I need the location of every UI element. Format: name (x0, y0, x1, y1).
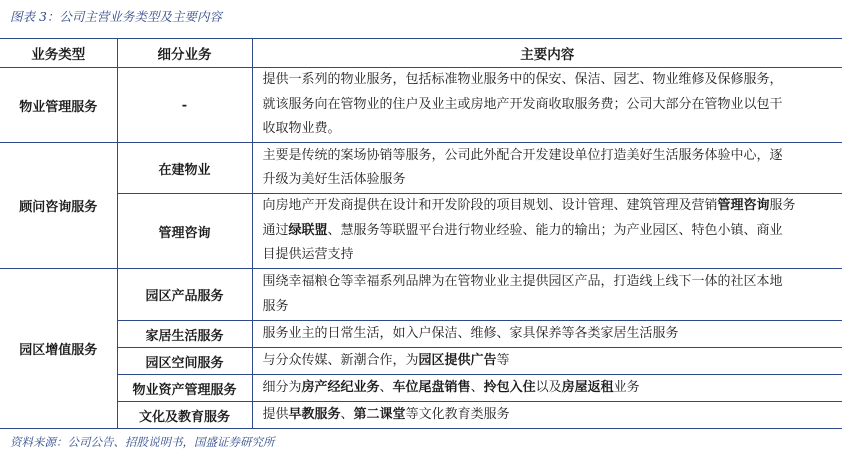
text-run: 提供 (262, 406, 289, 422)
sub-cell: 园区空间服务 (117, 348, 252, 375)
content-line (263, 68, 842, 93)
content-line (263, 403, 842, 428)
text-run: 服务 (769, 198, 796, 214)
header-sub-business: 细分业务 (117, 39, 252, 68)
sub-cell: 家居生活服务 (117, 321, 252, 348)
bold-text: 车位尾盘销售 (392, 379, 471, 395)
bold-text: 管理咨询 (717, 198, 770, 214)
bold-text: 早教服务 (288, 406, 341, 422)
content-line (263, 349, 842, 374)
content-line (263, 243, 842, 268)
sub-cell: 物业资产管理服务 (117, 375, 252, 402)
table-row (0, 269, 842, 321)
text-run: 、 (379, 379, 393, 395)
type-cell: 顾问咨询服务 (0, 143, 117, 269)
content-line (263, 322, 842, 347)
text-run: 围绕幸福粮仓等幸福系列品牌为在管物业业主提供园区产品，打造线上线下一体的社区本地 (262, 274, 783, 289)
content-line (263, 93, 842, 118)
text-run: 提供一系列的物业服务，包括标准物业服务中的保安、保洁、园艺、物业维修及保修服务， (262, 72, 783, 88)
content-line (263, 295, 842, 320)
content-line (263, 270, 842, 295)
sub-cell: 管理咨询 (117, 194, 252, 269)
source-note: 资料来源：公司公告、招股说明书，国盛证券研究所 (10, 435, 275, 449)
bold-text: 房屋返租 (561, 379, 614, 395)
bold-text: 园区提供广告 (418, 352, 497, 368)
table-row (0, 348, 842, 375)
table-row (0, 194, 842, 269)
content-cell (252, 269, 842, 321)
content-line (263, 144, 842, 169)
table-row (0, 375, 842, 402)
content-cell (252, 348, 842, 375)
text-run: 就该服务向在管物业的住户及业主或房地产开发商收取服务费；公司大部分在管物业以包干 (262, 96, 783, 112)
text-run: 细分为 (262, 379, 302, 395)
content-cell (252, 194, 842, 269)
content-cell (252, 143, 842, 194)
bold-text: 拎包入住 (483, 379, 536, 395)
content-line (263, 376, 842, 401)
header-main-content: 主要内容 (252, 39, 842, 68)
sub-cell: 文化及教育服务 (117, 402, 252, 429)
content-line (263, 219, 842, 244)
text-run: 服务业主的日常生活，如入户保洁、维修、家具保养等各类家居生活服务 (262, 325, 679, 341)
content-line (263, 168, 842, 193)
table-row (0, 321, 842, 348)
bold-text: 第二课堂 (353, 406, 406, 422)
sub-cell: 在建物业 (117, 143, 252, 194)
content-line (263, 117, 842, 142)
text-run: 收取物业费。 (262, 121, 341, 137)
text-run: 、慧服务等联盟平台进行物业经验、能力的输出；为产业园区、特色小镇、商业 (327, 222, 783, 238)
figure-caption: 图表 3：公司主营业务类型及主要内容 (10, 9, 222, 24)
text-run: 主要是传统的案场协销等服务，公司此外配合开发建设单位打造美好生活服务体验中心，逐 (262, 147, 783, 163)
text-run: 升级为美好生活体验服务 (262, 172, 406, 187)
content-cell (252, 321, 842, 348)
text-run: 服务 (262, 298, 289, 314)
text-run: 、 (470, 379, 484, 395)
content-cell (252, 68, 842, 143)
business-table (0, 38, 842, 429)
text-run: 目提供运营支持 (262, 247, 354, 263)
type-cell: 物业管理服务 (0, 68, 117, 143)
sub-cell: 园区产品服务 (117, 269, 252, 321)
text-run: 等文化教育类服务 (405, 406, 510, 422)
text-run: 以及 (535, 379, 562, 395)
text-run: 通过 (262, 222, 289, 238)
table-row (0, 143, 842, 194)
text-run: 等 (496, 352, 510, 368)
table-row (0, 402, 842, 429)
content-line (263, 194, 842, 219)
content-cell (252, 375, 842, 402)
text-run: 、 (340, 406, 354, 422)
type-cell: 园区增值服务 (0, 269, 117, 429)
table-header-row (0, 39, 842, 68)
table-row (0, 68, 842, 143)
text-run: 业务 (613, 379, 640, 395)
content-cell (252, 402, 842, 429)
header-business-type: 业务类型 (0, 39, 117, 68)
bold-text: 绿联盟 (288, 222, 328, 238)
text-run: 向房地产开发商提供在设计和开发阶段的项目规划、设计管理、建筑管理及营销 (262, 198, 718, 214)
text-run: 与分众传媒、新潮合作，为 (262, 352, 419, 368)
bold-text: 房产经纪业务 (301, 379, 380, 395)
sub-cell: - (117, 68, 252, 143)
